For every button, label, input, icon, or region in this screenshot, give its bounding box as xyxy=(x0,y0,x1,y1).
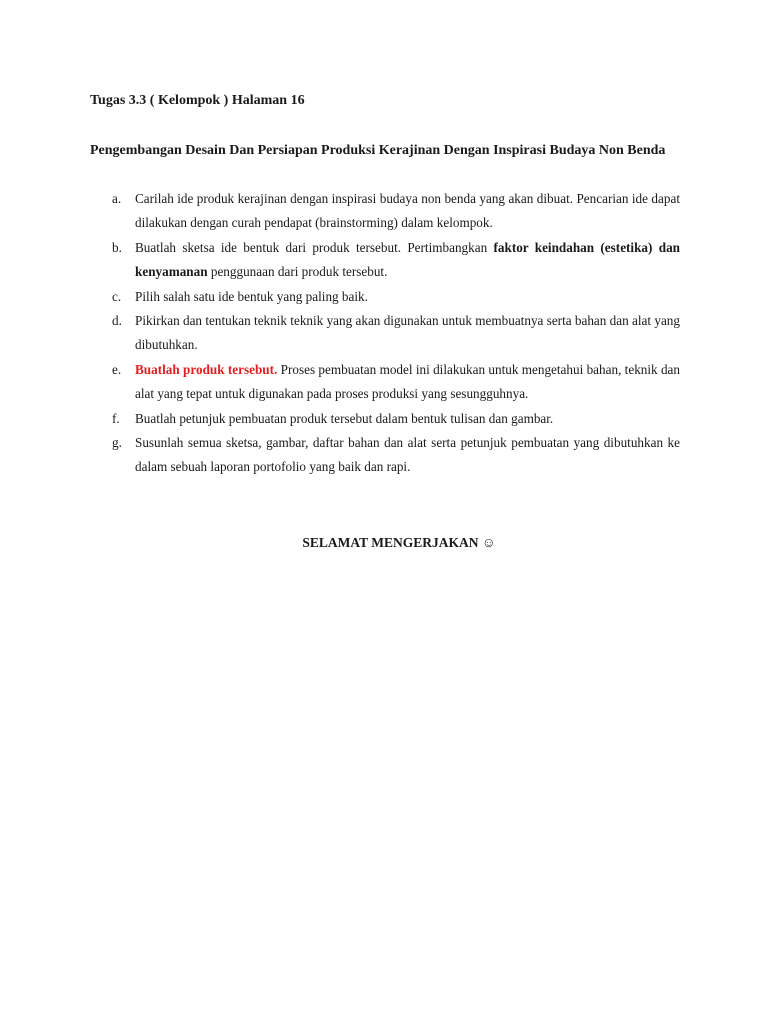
task-title: Tugas 3.3 ( Kelompok ) Halaman 16 xyxy=(90,93,305,108)
list-item-c xyxy=(90,285,680,309)
list-marker: g. xyxy=(112,435,122,451)
list-marker: e. xyxy=(112,361,122,377)
list-item-text: Buatlah sketsa ide bentuk dari produk tersebut. Pertimbangkan xyxy=(135,239,494,255)
list-item-highlight: Buatlah produk tersebut. xyxy=(135,361,278,377)
list-item-text: Carilah ide produk kerajinan dengan inspirasi budaya non benda yang akan dibuat. Pencarian ide dapat dilakukan dengan curah pendapat (brainstorming) dalam kelompok. xyxy=(135,191,680,231)
list-marker: f. xyxy=(112,410,120,426)
list-item-text: Buatlah petunjuk pembuatan produk tersebut dalam bentuk tulisan dan gambar. xyxy=(135,410,554,426)
list-marker: d. xyxy=(112,313,122,329)
list-item-text: Proses pembuatan model ini dilakukan untuk mengetahui bahan, teknik dan alat yang tepat untuk digunakan pada proses produksi yang sesungguhnya. xyxy=(135,361,680,402)
list-item-d xyxy=(90,309,680,358)
list-item-text: Susunlah semua sketsa, gambar, daftar bahan dan alat serta petunjuk pembuatan yang dibutuhkan ke dalam sebuah laporan portofolio yang baik dan rapi. xyxy=(135,435,680,475)
closing-message: SELAMAT MENGERJAKAN ☺ xyxy=(302,535,496,550)
list-item-b xyxy=(90,236,680,285)
list-item-emphasis: faktor keindahan (estetika) dan kenyamanan xyxy=(135,239,680,280)
list-marker: c. xyxy=(112,288,122,304)
list-item-e xyxy=(90,358,680,407)
list-marker: b. xyxy=(112,239,122,255)
task-list xyxy=(90,187,680,480)
list-item-g xyxy=(90,431,680,480)
document-subtitle: Pengembangan Desain Dan Persiapan Produksi Kerajinan Dengan Inspirasi Budaya Non Benda xyxy=(90,143,666,158)
list-item-text-end: penggunaan dari produk tersebut. xyxy=(207,264,388,280)
list-item-text: Pikirkan dan tentukan teknik teknik yang akan digunakan untuk membuatnya serta bahan dan alat yang dibutuhkan. xyxy=(135,313,680,353)
list-item-f xyxy=(90,407,680,431)
list-marker: a. xyxy=(112,191,122,206)
list-item-text: Pilih salah satu ide bentuk yang paling baik. xyxy=(135,288,368,304)
list-item-a xyxy=(90,187,680,236)
